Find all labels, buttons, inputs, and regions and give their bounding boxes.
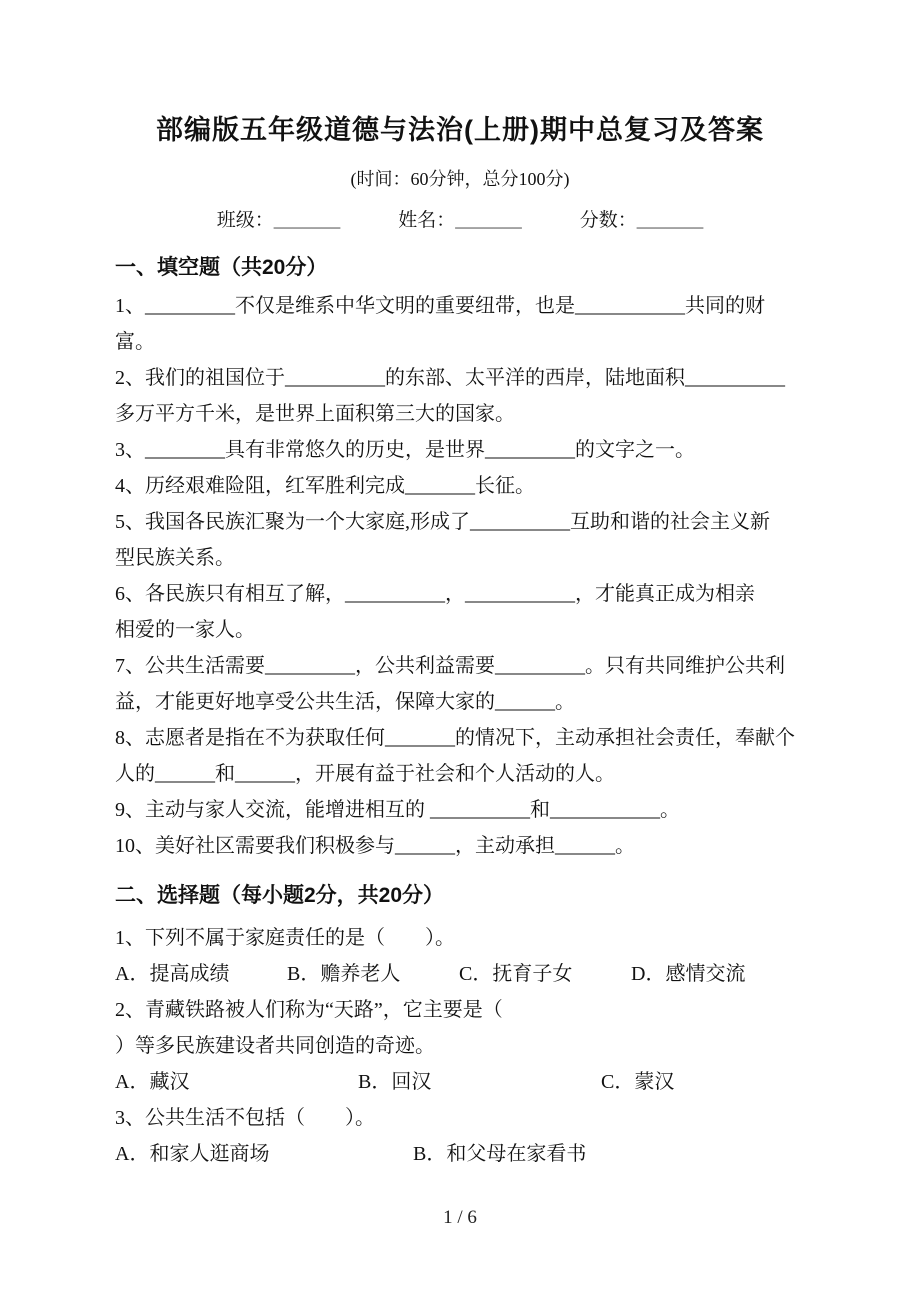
fill-question-5-line-1: 5、我国各民族汇聚为一个大家庭,形成了__________互助和谐的社会主义新 xyxy=(115,511,770,533)
fill-question-6-line-1: 6、各民族只有相互了解，__________，___________，才能真正成为相亲 xyxy=(115,583,755,605)
fill-question-6-line-2: 相爱的一家人。 xyxy=(115,619,255,641)
choice-question-1-options xyxy=(115,956,815,992)
student-info-row xyxy=(0,206,920,236)
choice-question-2-line-1: 2、青藏铁路被人们称为“天路”，它主要是（ xyxy=(115,999,503,1021)
exam-time-score-note: (时间：60分钟，总分100分) xyxy=(350,169,570,189)
section-heading-fill-in-blank: 一、填空题（共20分） xyxy=(115,256,328,279)
name-field xyxy=(398,206,522,236)
fill-question-7-line-1: 7、公共生活需要_________，公共利益需要_________。只有共同维护公共利 xyxy=(115,655,785,677)
exam-body xyxy=(115,248,815,1172)
fill-question-7-line-2: 益，才能更好地享受公共生活，保障大家的______。 xyxy=(115,691,575,713)
choice-option-a: A．和家人逛商场 xyxy=(115,1143,270,1165)
section-heading-multiple-choice: 二、选择题（每小题2分，共20分） xyxy=(115,884,445,907)
choice-option-b: B．和父母在家看书 xyxy=(413,1143,587,1165)
class-label: 班级： xyxy=(216,210,274,231)
choice-option-b: B．赡养老人 xyxy=(287,963,401,985)
fill-question-5-line-2: 型民族关系。 xyxy=(115,547,235,569)
fill-question-1-line-1: 1、_________不仅是维系中华文明的重要纽带，也是___________共同的财 xyxy=(115,295,765,317)
choice-question-2-line-2: ）等多民族建设者共同创造的奇迹。 xyxy=(115,1035,435,1057)
score-field xyxy=(580,206,704,236)
choice-question-1: 1、下列不属于家庭责任的是（ ）。 xyxy=(115,927,455,949)
score-blank-line: _______ xyxy=(636,210,704,231)
class-field xyxy=(217,206,341,236)
choice-option-a: A．藏汉 xyxy=(115,1071,190,1093)
choice-option-c: C．抚育子女 xyxy=(459,963,573,985)
fill-question-1-line-2: 富。 xyxy=(115,331,155,353)
name-label: 姓名： xyxy=(398,210,456,231)
name-blank-line: _______ xyxy=(455,210,522,231)
fill-question-3: 3、________具有非常悠久的历史，是世界_________的文字之一。 xyxy=(115,439,695,461)
page-number: 1 / 6 xyxy=(443,1207,477,1228)
choice-option-c: C．蒙汉 xyxy=(601,1071,675,1093)
choice-question-2-options xyxy=(115,1064,815,1100)
fill-question-10: 10、美好社区需要我们积极参与______，主动承担______。 xyxy=(115,835,635,857)
choice-question-3: 3、公共生活不包括（ ）。 xyxy=(115,1107,375,1129)
fill-question-8-line-2: 人的______和______，开展有益于社会和个人活动的人。 xyxy=(115,763,615,785)
choice-option-b: B．回汉 xyxy=(358,1071,432,1093)
page-title: 部编版五年级道德与法治(上册)期中总复习及答案 xyxy=(156,115,764,145)
fill-question-2-line-2: 多万平方千米，是世界上面积第三大的国家。 xyxy=(115,403,515,425)
score-label: 分数： xyxy=(579,210,637,231)
fill-question-4: 4、历经艰难险阻，红军胜利完成_______长征。 xyxy=(115,475,535,497)
fill-question-8-line-1: 8、志愿者是指在不为获取任何_______的情况下，主动承担社会责任，奉献个 xyxy=(115,727,795,749)
choice-question-3-options xyxy=(115,1136,815,1172)
choice-option-a: A．提高成绩 xyxy=(115,963,230,985)
choice-option-d: D．感情交流 xyxy=(631,963,746,985)
class-blank-line: _______ xyxy=(273,210,341,231)
fill-question-2-line-1: 2、我们的祖国位于__________的东部、太平洋的西岸，陆地面积__________ xyxy=(115,367,785,389)
fill-question-9: 9、主动与家人交流，能增进相互的 __________和___________。 xyxy=(115,799,680,821)
